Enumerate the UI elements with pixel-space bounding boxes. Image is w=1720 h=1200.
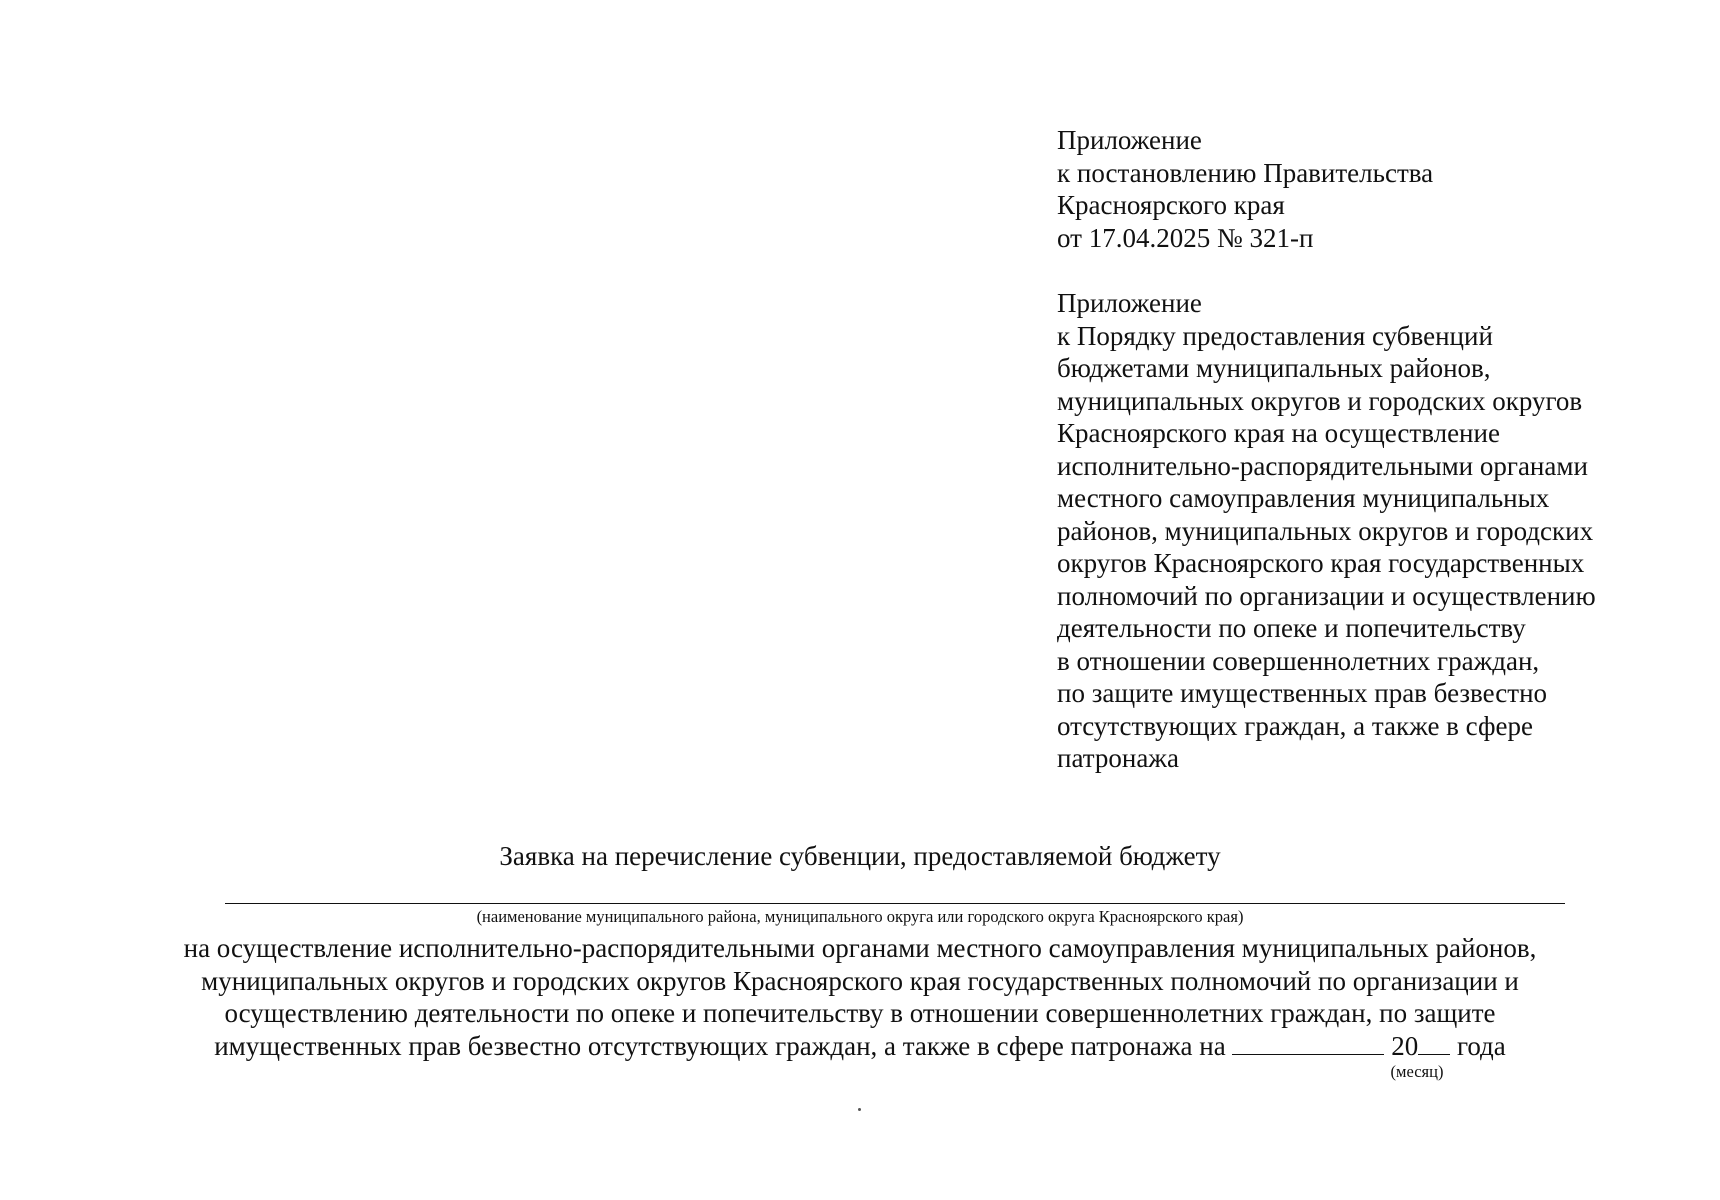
municipality-name-caption: (наименование муниципального района, муниципального округа или городского округа Красноярского края) <box>476 907 1244 926</box>
year-suffix: года <box>1450 1030 1506 1061</box>
appendix-line: Красноярского края <box>1057 190 1285 220</box>
scan-speck <box>858 1108 861 1111</box>
appendix-line: от 17.04.2025 № 321-п <box>1057 222 1314 253</box>
appendix-line: округов Красноярского края государственных <box>1057 548 1585 578</box>
appendix-line: Приложение <box>1057 125 1202 155</box>
appendix-header-resolution <box>1057 124 1697 254</box>
request-body <box>0 932 1720 1062</box>
year-blank <box>1418 1030 1450 1055</box>
body-line: осуществлению деятельности по опеке и попечительству в отношении совершеннолетних граждан, по защите <box>224 998 1496 1028</box>
appendix-line: местного самоуправления муниципальных <box>1057 483 1550 513</box>
body-line: на осуществление исполнительно-распорядительными органами местного самоуправления муниципальных районов, <box>183 933 1537 963</box>
body-line: муниципальных округов и городских округов Красноярского края государственных полномочий по организации и <box>201 965 1519 996</box>
municipality-name-blank <box>225 903 1565 904</box>
body-line-with-period <box>0 1030 1720 1063</box>
appendix-line: деятельности по опеке и попечительству <box>1057 613 1526 643</box>
body-line-text: имущественных прав безвестно отсутствующих граждан, а также в сфере патронажа на <box>214 1030 1233 1061</box>
appendix-line: к постановлению Правительства <box>1057 157 1434 188</box>
appendix-line: патронажа <box>1057 743 1179 773</box>
appendix-line: по защите имущественных прав безвестно <box>1057 678 1548 708</box>
appendix-line: полномочий по организации и осуществлению <box>1057 580 1596 611</box>
appendix-line: к Порядку предоставления субвенций <box>1057 320 1493 351</box>
appendix-line: Приложение <box>1057 288 1202 318</box>
appendix-line: исполнительно-распорядительными органами <box>1057 450 1588 481</box>
appendix-header-procedure <box>1057 287 1697 775</box>
year-prefix: 20 <box>1391 1030 1419 1061</box>
appendix-line: бюджетами муниципальных районов, <box>1057 353 1491 383</box>
appendix-line: отсутствующих граждан, а также в сфере <box>1057 710 1533 741</box>
appendix-line: районов, муниципальных округов и городских <box>1057 515 1594 546</box>
request-title: Заявка на перечисление субвенции, предоставляемой бюджету <box>499 841 1221 871</box>
appendix-line: в отношении совершеннолетних граждан, <box>1057 645 1540 676</box>
month-blank <box>1232 1030 1384 1055</box>
appendix-line: муниципальных округов и городских округов <box>1057 385 1583 416</box>
month-caption: (месяц) <box>1390 1062 1444 1081</box>
appendix-line: Красноярского края на осуществление <box>1057 418 1500 448</box>
